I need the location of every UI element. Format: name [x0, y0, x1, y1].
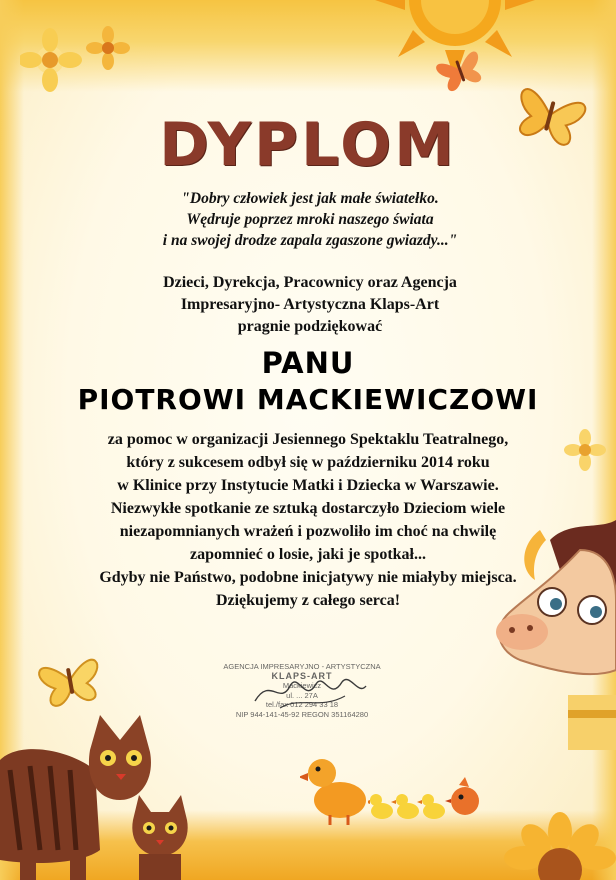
sender-line: Dzieci, Dyrekcja, Pracownicy oraz Agencja	[163, 274, 457, 291]
sender-line: Impresaryjno- Artystyczna Klaps-Art	[180, 296, 440, 313]
body-line: który z sukcesem odbył się w październiku 2014 roku	[126, 454, 490, 471]
body-line: za pomoc w organizacji Jesiennego Spektaklu Teatralnego,	[107, 431, 509, 448]
quote-line: "Dobry człowiek jest jak małe światełko.	[181, 190, 439, 207]
recipient-salutation: PANU	[261, 346, 355, 380]
recipient-name	[40, 345, 576, 419]
duck-icon	[300, 745, 370, 825]
flower-icon	[20, 20, 140, 100]
recipient-full-name: PIOTROWI MACKIEWICZOWI	[77, 383, 539, 416]
stamp-line: ul. ... 27A	[286, 690, 318, 700]
quote-line: i na swojej drodze zapala zgaszone gwiazdy..."	[162, 232, 458, 249]
body-line: Gdyby nie Państwo, podobne inicjatywy nie miałyby miejsca.	[99, 569, 517, 586]
body-line: w Klinice przy Instytucie Matki i Dziecka w Warszawie.	[117, 477, 499, 494]
sender-line: pragnie podziękować	[237, 318, 383, 335]
duckling-icon	[368, 785, 448, 825]
quote-line: Wędruje poprzez mroki naszego świata	[186, 211, 434, 228]
signature	[250, 666, 370, 716]
bird-icon	[445, 775, 485, 820]
body-line: niezapomnianych wrażeń i pozwoliło im choć na chwilę	[119, 523, 497, 540]
stamp-line: NIP 944-141-45-92 REGON 351164280	[235, 709, 369, 719]
sender-block	[90, 272, 530, 338]
body-line: Dziękujemy z całego serca!	[215, 592, 401, 609]
body-line: Niezwykłe spotkanie ze sztuką dostarczyło Dzieciom wiele	[110, 500, 506, 517]
butterfly-icon	[430, 40, 490, 100]
stamp-line: KLAPS-ART	[271, 670, 333, 681]
stamp-line: Mackiewicz	[282, 681, 322, 690]
diploma-title: DYPLOM	[159, 110, 457, 180]
acknowledgement-text	[40, 428, 576, 612]
motto-quote	[100, 188, 520, 251]
stamp-line: tel./fax 012 294 33 18	[265, 700, 339, 709]
kitten-icon	[125, 790, 195, 880]
body-line: zapomnieć o losie, jaki je spotkał...	[190, 546, 426, 563]
flower-icon	[500, 810, 616, 880]
stamp-line: AGENCJA IMPRESARYJNO - ARTYSTYCZNA	[223, 662, 381, 671]
